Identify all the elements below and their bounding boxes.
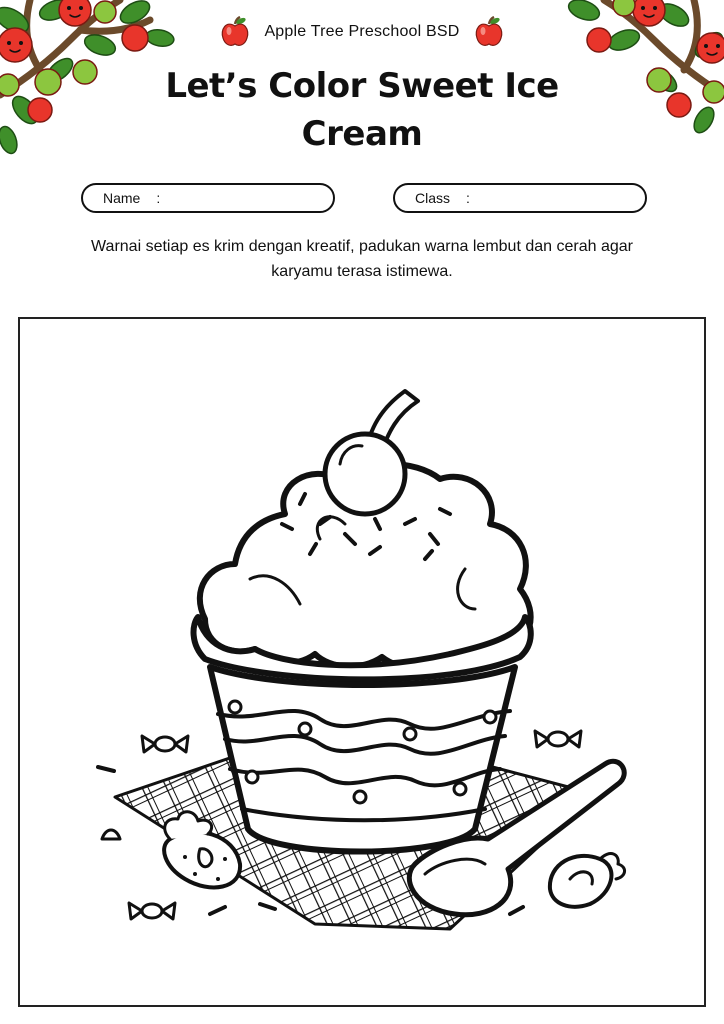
school-name: Apple Tree Preschool BSD (264, 23, 460, 40)
instruction-text: Warnai setiap es krim dengan kreatif, padukan warna lembut dan cerah agar karyamu terasa istimewa. (91, 238, 633, 280)
cherry (325, 434, 405, 514)
apple-icon (220, 16, 250, 48)
strawberry-right (550, 856, 612, 907)
class-field[interactable] (393, 183, 647, 213)
apple-icon (474, 16, 504, 48)
school-header (0, 16, 724, 48)
name-separator: : (156, 190, 161, 206)
ice-cream-cup (210, 667, 515, 852)
class-separator: : (466, 190, 470, 206)
page-title: Let’s Color Sweet Ice Cream (165, 66, 559, 154)
class-label: Class (415, 190, 451, 206)
ice-cream-cup-drawing (20, 319, 704, 1005)
coloring-frame (18, 317, 706, 1007)
name-label: Name (103, 190, 141, 206)
name-field[interactable] (81, 183, 335, 213)
